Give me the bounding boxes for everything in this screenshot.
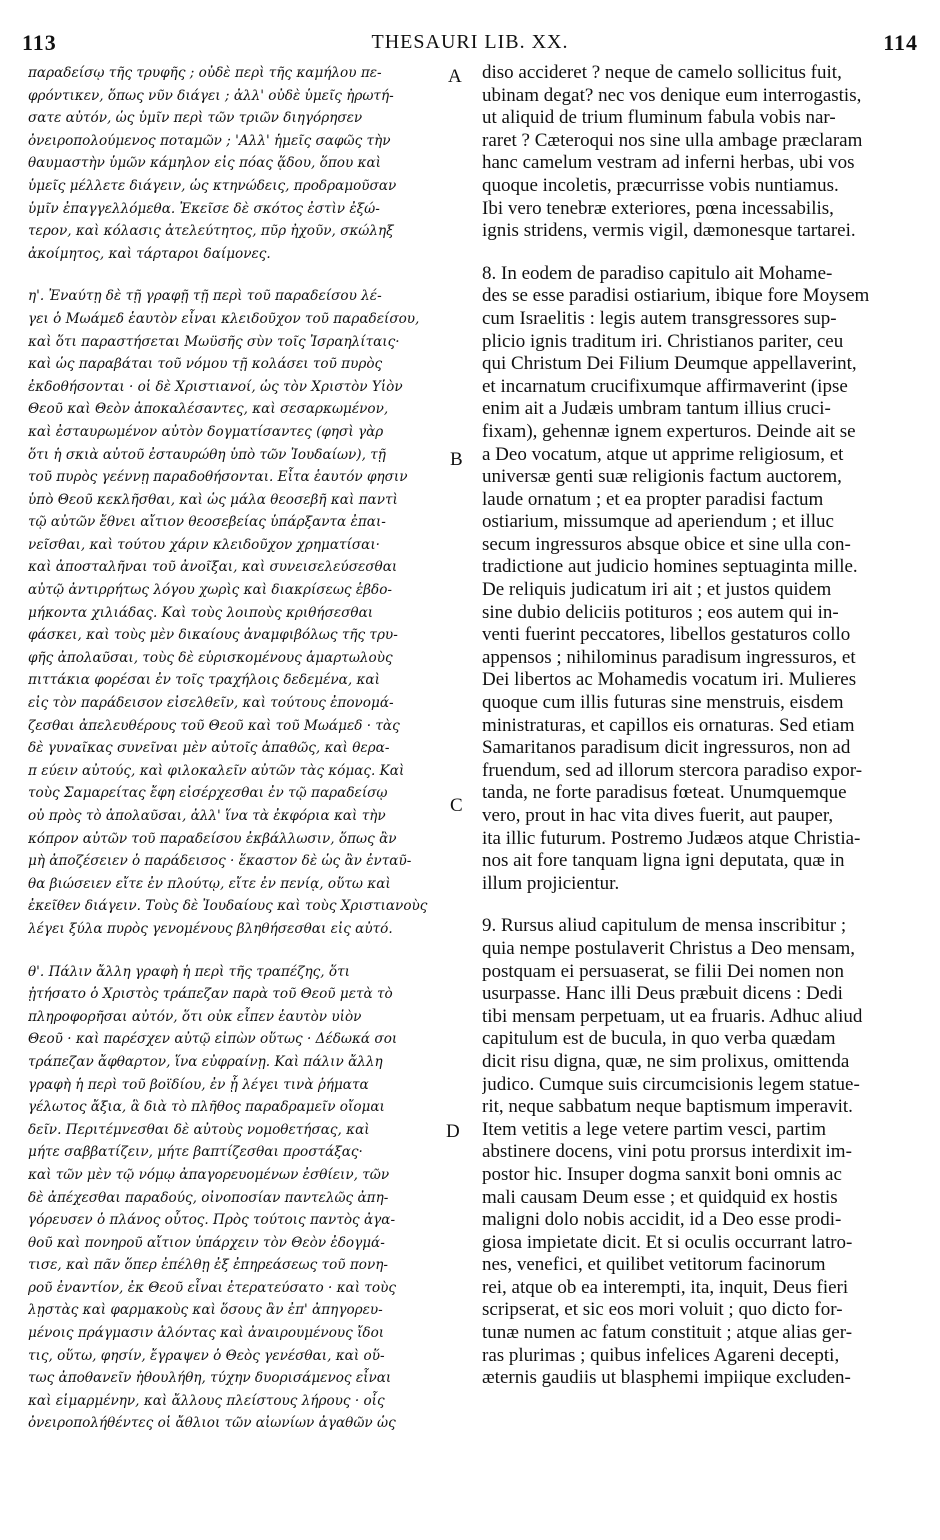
margin-letter-b: B [450, 449, 463, 470]
latin-text-line: judico. Cumque suis circumcisionis legem statue- [482, 1073, 860, 1095]
latin-text-line: giosa impietate dicit. Et si oculis occurrant latro- [482, 1231, 853, 1253]
latin-text-line: hanc camelum vestram ad inferni herbas, ubi vos [482, 152, 855, 174]
greek-text-line: οὐ πρὸς τὸ ἀπολαῦσαι, ἀλλ' ἵνα τὰ ἐκφόρια καὶ τὴν [28, 808, 386, 824]
greek-text-line: καὶ ἀποσταλῆναι τοῦ ἀνοῖξαι, καὶ συνεισελεύσεσθαι [28, 559, 398, 576]
right-page-number: 114 [883, 30, 918, 55]
latin-text-line: quia nempe postulaverit Christus a Deo mensam, [482, 937, 856, 959]
greek-text-line: καὶ τῶν μὲν τῷ νόμῳ ἀπαγορευομένων ἐσθίειν, τῶν [28, 1166, 390, 1183]
latin-text-line: ita illic futurum. Postremo Judæos atque Christia- [482, 827, 861, 849]
latin-text-line: des se esse paradisi ostiarium, ibique fore Moysem [482, 285, 870, 307]
greek-text-line: μήτε σαββατίζειν, μήτε βαπτίζεσθαι προστάξας· [28, 1144, 363, 1161]
greek-text-line: δεῖν. Περιτέμνεσθαι δὲ αὐτοὺς νομοθετήσας, καὶ [28, 1121, 370, 1138]
latin-text-line: quoque cum illis futuras sine menstruis, eisdem [482, 692, 844, 714]
greek-paragraph [28, 961, 440, 1435]
left-page-number: 113 [22, 30, 57, 55]
greek-text-line: καὶ εἱμαρμένην, καὶ ἄλλους πλείστους λήρους · οἷς [28, 1392, 385, 1409]
greek-text-line: η'. Ἐναύτῃ δὲ τῇ γραφῇ τῇ περὶ τοῦ παραδείσου λέ- [28, 288, 382, 305]
greek-column [28, 62, 440, 1435]
latin-text-line: Item vetitis a lege vetere partim vesci, partim [482, 1118, 826, 1140]
greek-text-line: παραδείσῳ τῆς τρυφῆς ; οὐδὲ περὶ τῆς καμήλου πε- [28, 65, 382, 81]
greek-text-line: δὲ γυναῖκας συνεῖναι μὲν αὐτοῖς ἀπαθῶς, καὶ θερα- [28, 740, 390, 757]
greek-text-line: τράπεζαν ἄφθαρτον, ἵνα εὐφραίνῃ. Καὶ πάλιν ἄλλη [28, 1053, 383, 1070]
latin-text-line: universæ genti suæ religionis factum auctorem, [482, 466, 842, 488]
latin-text-line: 9. Rursus aliud capitulum de mensa inscribitur ; [482, 915, 847, 937]
paragraph-gap [482, 243, 910, 263]
latin-text-line: ignis stridens, vermis vigil, dæmonesque tartarei. [482, 220, 856, 242]
greek-text-line: ὑμῖν ἐπαγγελλόμεθα. Ἐκεῖσε δὲ σκότος ἐστὶν ἐξώ- [28, 200, 380, 217]
paragraph-gap [28, 265, 440, 285]
greek-text-line: μένοις πράγμασιν ἁλόντας καὶ ἀναιρουμένους ἴδοι [28, 1325, 385, 1342]
latin-paragraph [482, 915, 910, 1389]
greek-text-line: ὑμεῖς μέλλετε διάγειν, ὡς κτηνώδεις, προδραμοῦσαν [28, 177, 397, 194]
page-header [22, 30, 918, 60]
latin-text-line: mali causam Deum esse ; et quidquid ex hostis [482, 1186, 838, 1208]
greek-text-line: τοῦ πυρὸς γεέννῃ παραδοθήσονται. Εἶτα ἑαυτόν φησιν [28, 469, 408, 486]
latin-text-line: ras plurimas ; quibus infelices Agareni decepti, [482, 1344, 840, 1366]
latin-text-line: usurpasse. Hanc illi Deus præbuit dicens : Dedi [482, 983, 843, 1005]
latin-text-line: De reliquis judicatum iri ait ; et justos quidem [482, 579, 832, 601]
margin-letter-d: D [446, 1121, 460, 1142]
latin-column [482, 62, 910, 1390]
greek-text-line: θαυμαστὴν ὑμῶν κάμηλον εἰς πόας ᾅδου, ὅπου καὶ [28, 155, 381, 172]
greek-text-line: τῷ αὐτῶν ἔθνει αἴτιον θεοσεβείας ὑπάρξαντα ἐπαι- [28, 514, 386, 531]
latin-text-line: scripserat, et sic eos mori voluit ; quo dicto for- [482, 1299, 843, 1321]
greek-text-line: φρόντικεν, ὅπως νῦν διάγει ; ἀλλ' οὐδὲ ὑμεῖς ἠρωτή- [28, 87, 394, 104]
greek-text-line: καὶ ἐσταυρωμένον αὐτὸν δογματίσαντες (φησὶ γὰρ [28, 423, 384, 440]
latin-text-line: ut aliquid de trium fluminum fabula vobis nar- [482, 107, 836, 129]
latin-text-line: rei, atque ob ea interempti, ita, inquit, Deus fieri [482, 1276, 849, 1298]
greek-text-line: τοὺς Σαμαρείτας ἔφη εἰσέρχεσθαι ἐν τῷ παραδείσῳ [28, 785, 388, 802]
latin-text-line: rit, neque sabbatum neque baptismum imperavit. [482, 1096, 853, 1118]
latin-text-line: ubinam degat? nec vos denique eum interrogastis, [482, 84, 862, 106]
latin-text-line: venti fuerint peccatores, libellos gestaturos collo [482, 624, 851, 646]
greek-text-line: ἀκοίμητος, καὶ τάρταροι δαίμονες. [28, 245, 271, 262]
greek-text-line: Θεοῦ · καὶ παρέσχεν αὐτῷ εἰπὼν οὕτως · Δέδωκά σοι [28, 1031, 398, 1048]
greek-text-line: ὀνειροπολήθέντες οἱ ἄθλιοι τῶν αἰωνίων ἀγαθῶν ὡς [28, 1415, 396, 1432]
greek-text-line: θοῦ καὶ πονηροῦ αἴτιον ὑπάρχειν τὸν Θεὸν ἐδογμά- [28, 1234, 385, 1251]
latin-text-line: fruendum, sed ad illorum stercora paradiso expor- [482, 759, 863, 781]
latin-text-line: nos ait fore tanquam ligna igni deputata, quæ in [482, 850, 845, 872]
greek-text-line: καὶ ὡς παραβάται τοῦ νόμου τῇ κολάσει τοῦ πυρὸς [28, 356, 383, 373]
running-title: THESAURI LIB. XX. [371, 31, 569, 53]
latin-text-line: ministraturas, et capillos eis ornaturas. Sed etiam [482, 714, 855, 736]
latin-text-line: maligni dolo nobis accidit, id a Deo esse prodi- [482, 1209, 842, 1231]
greek-text-line: γέλωτος ἄξια, ἃ διὰ τὸ πλῆθος παραδραμεῖν οἴομαι [28, 1099, 385, 1116]
greek-text-line: λέγει ξύλα πυρὸς γενομένους βληθήσεσθαι εἰς αὐτό. [28, 920, 393, 937]
latin-text-line: Ibi vero tenebræ exteriores, pœna incessabilis, [482, 197, 834, 219]
paragraph-gap [482, 895, 910, 915]
margin-letter-a: A [448, 66, 462, 87]
greek-text-line: φῆς ἀπολαῦσαι, τοὺς δὲ εὑρισκομένους ἁμαρτωλοὺς [28, 649, 393, 666]
latin-text-line: et incarnatum crucifixumque affirmaverint (ipse [482, 375, 848, 397]
latin-text-line: capitulum est de bucula, in quo verba quædam [482, 1028, 836, 1050]
latin-paragraph [482, 62, 910, 243]
latin-text-line: appensos ; nihilominus paradisum ingressuros, et [482, 646, 856, 668]
greek-text-line: ἐκδοθήσονται · οἱ δὲ Χριστιανοί, ὡς τὸν Χριστὸν Υἱὸν [28, 378, 403, 395]
greek-text-line: ὀνειροπολούμενος ποταμῶν ; 'Αλλ' ἡμεῖς σαφῶς τὴν [28, 132, 391, 149]
greek-text-line: νεῖσθαι, καὶ τούτου χάριν κλειδοῦχον χρηματίσαι· [28, 536, 380, 553]
greek-text-line: θα βιώσειεν εἴτε ἐν πλούτῳ, εἴτε ἐν πενίᾳ, οὕτω καὶ [28, 875, 391, 892]
greek-text-line: δὲ ἀπέχεσθαι παραδούς, οἰνοποσίαν παντελῶς ἀπη- [28, 1189, 389, 1206]
greek-text-line: κόπρον αὐτῶν τοῦ παραδείσου ἐκβάλλωσιν, ὅπως ἂν [28, 830, 397, 847]
greek-text-line: Θεοῦ καὶ Θεὸν ἀποκαλέσαντες, καὶ σεσαρκωμένον, [28, 401, 389, 418]
latin-text-line: æternis gaudiis ut blasphemi impiique excluden- [482, 1367, 851, 1389]
greek-paragraph [28, 62, 440, 265]
greek-text-line: τως ἀποθανεῖν ἠθουλήθη, τύχην δυορισάμενος εἶναι [28, 1370, 392, 1387]
greek-text-line: τισε, καὶ πᾶν ὅπερ ἐπέλθῃ ἐξ ἐπηρεάσεως τοῦ πονη- [28, 1257, 388, 1274]
greek-text-line: θ'. Πάλιν ἄλλη γραφὴ ἡ περὶ τῆς τραπέζης, ὅτι [28, 963, 350, 980]
greek-text-line: φάσκει, καὶ τοὺς μὲν δικαίους ἀναμφιβόλως τῆς τρυ- [28, 627, 398, 644]
greek-text-line: μήκοντα χιλιάδας. Καὶ τοὺς λοιποὺς κριθήσεσθαι [28, 604, 374, 621]
latin-text-line: tibi mensam perpetuam, ut ea fruaris. Adhuc aliud [482, 1005, 863, 1027]
latin-text-line: illum projicientur. [482, 872, 620, 894]
greek-text-line: μὴ ἀποζέσειεν ὁ παράδεισος · ἕκαστον δὲ ὡς ἂν ἐνταῦ- [28, 853, 412, 870]
latin-paragraph [482, 263, 910, 896]
greek-text-line: αὐτῷ ἀντιρρήτως λόγου χωρὶς καὶ διακρίσεως ἑβδο- [28, 582, 392, 599]
latin-text-line: cum Israelitis : legis autem transgressores sup- [482, 307, 837, 329]
greek-text-line: ᾐτήσατο ὁ Χριστὸς τράπεζαν παρὰ τοῦ Θεοῦ μετὰ τὸ [28, 986, 393, 1003]
greek-text-line: γόρευσεν ὁ πλάνος οὗτος. Πρὸς τούτοις παντὸς ἀγα- [28, 1212, 396, 1229]
latin-text-line: a Deo vocatum, atque ut apprime religiosum, et [482, 443, 844, 465]
greek-text-line: γραφὴ ἡ περὶ τοῦ βοϊδίου, ἐν ᾗ λέγει τινὰ ῥήματα [28, 1076, 369, 1093]
latin-text-line: postor hic. Insuper dogma sanxit boni omnis ac [482, 1163, 842, 1185]
latin-text-line: quoque incoletis, præcurrisse vobis nuntiamus. [482, 174, 839, 196]
latin-text-line: vero, prout in hac vita dives fuerit, aut pauper, [482, 805, 834, 826]
greek-text-line: καὶ ὅτι παραστήσεται Μωϋσῆς σὺν τοῖς Ἰσραηλίταις· [28, 333, 400, 350]
greek-text-line: τερον, καὶ κόλασις ἀτελεύτητος, πῦρ ἠχοῦν, σκώληξ [28, 223, 394, 240]
greek-text-line: ἐκεῖθεν διάγειν. Τοὺς δὲ Ἰουδαίους καὶ τοὺς Χριστιανοὺς [28, 898, 428, 915]
latin-text-line: plicio ignis traditum iri. Christianos pariter, ceu [482, 330, 844, 352]
greek-text-line: σατε αὐτόν, ὡς ὑμῖν περὶ τῶν τριῶν διηγόρησεν [28, 110, 363, 127]
greek-text-line: ζεσθαι ἀπελευθέρους τοῦ Θεοῦ καὶ τοῦ Μωάμεδ · τὰς [28, 717, 400, 734]
latin-text-line: qui Christum Dei Filium Deumque appellaverint, [482, 353, 857, 375]
greek-text-line: ὑπὸ Θεοῦ κεκλῆσθαι, καὶ ὡς μάλα θεοσεβῆ καὶ παντὶ [28, 491, 398, 508]
latin-text-line: secum ingressuros absque obice et sine ulla con- [482, 533, 851, 555]
latin-text-line: diso accideret ? neque de camelo sollicitus fuit, [482, 62, 842, 83]
greek-text-line: πληροφορῆσαι αὐτόν, ὅτι οὐκ εἶπεν ἑαυτὸν υἱὸν [28, 1008, 362, 1025]
greek-text-line: λῃστὰς καὶ φαρμακοὺς καὶ ὅσους ἂν ἐπ' ἀπηγορευ- [28, 1302, 383, 1319]
margin-letter-c: C [450, 795, 463, 816]
latin-text-line: laude ornatum ; et ea propter paradisi factum [482, 488, 824, 510]
latin-text-line: enim ait a Judæis umbram tantum illius cruci- [482, 398, 831, 420]
greek-text-line: πιττάκια φορέσαι ἐν τοῖς τραχήλοις δεδεμένα, καὶ [28, 672, 380, 689]
greek-text-line: τις, οὕτω, φησίν, ἔγραψεν ὁ Θεὸς γενέσθαι, καὶ οὕ- [28, 1347, 385, 1364]
greek-text-line: π εύειν αὐτούς, καὶ φιλοκαλεῖν αὐτῶν τὰς κόμας. Καὶ [28, 762, 405, 779]
latin-text-line: nes, venefici, et quilibet vetitorum facinorum [482, 1254, 826, 1276]
latin-text-line: tanda, ne forte paradisus fœteat. Unumquemque [482, 782, 847, 804]
greek-text-line: ὅτι ἡ σκιὰ αὐτοῦ ἐσταυρώθη ὑπὸ τῶν Ἰουδαίων), τῇ [28, 446, 386, 463]
latin-text-line: fixam), gehennæ ignem experturos. Deinde ait se [482, 420, 856, 442]
latin-text-line: tunæ numen ac fatum constituit ; atque alias ger- [482, 1322, 853, 1344]
latin-text-line: ostiarium, missumque ad aperiendum ; et illuc [482, 511, 834, 533]
latin-text-line: dicit risu digna, quæ, ne sim prolixus, omittenda [482, 1050, 850, 1072]
latin-text-line: abstinere docens, vini potu prorsus interdixit im- [482, 1141, 852, 1163]
latin-text-line: 8. In eodem de paradiso capitulo ait Mohame- [482, 262, 833, 284]
greek-text-line: γει ὁ Μωάμεδ ἑαυτὸν εἶναι κλειδοῦχον τοῦ παραδείσου, [28, 310, 420, 327]
greek-text-line: εἰς τὸν παράδεισον εἰσελθεῖν, καὶ τούτους ἐπονομά- [28, 695, 394, 712]
latin-text-line: Samaritanos paradisum dicit ingressuros, non ad [482, 737, 851, 759]
latin-text-line: postquam ei persuaserat, se filii Dei nomen non [482, 960, 844, 982]
latin-text-line: sine dubio deliciis potituros ; eos autem qui in- [482, 601, 839, 623]
latin-text-line: raret ? Cæteroqui nos sine ulla ambage præclaram [482, 129, 863, 151]
latin-text-line: tradictione aut judicio homines septuaginta mille. [482, 556, 858, 578]
latin-text-line: Dei libertos ac Mohamedis vocatum iri. Mulieres [482, 669, 857, 691]
paragraph-gap [28, 941, 440, 961]
greek-paragraph [28, 285, 440, 940]
greek-text-line: ροῦ ἐναντίον, ἐκ Θεοῦ εἶναι ἐτερατεύσατο · καὶ τοὺς [28, 1279, 396, 1296]
